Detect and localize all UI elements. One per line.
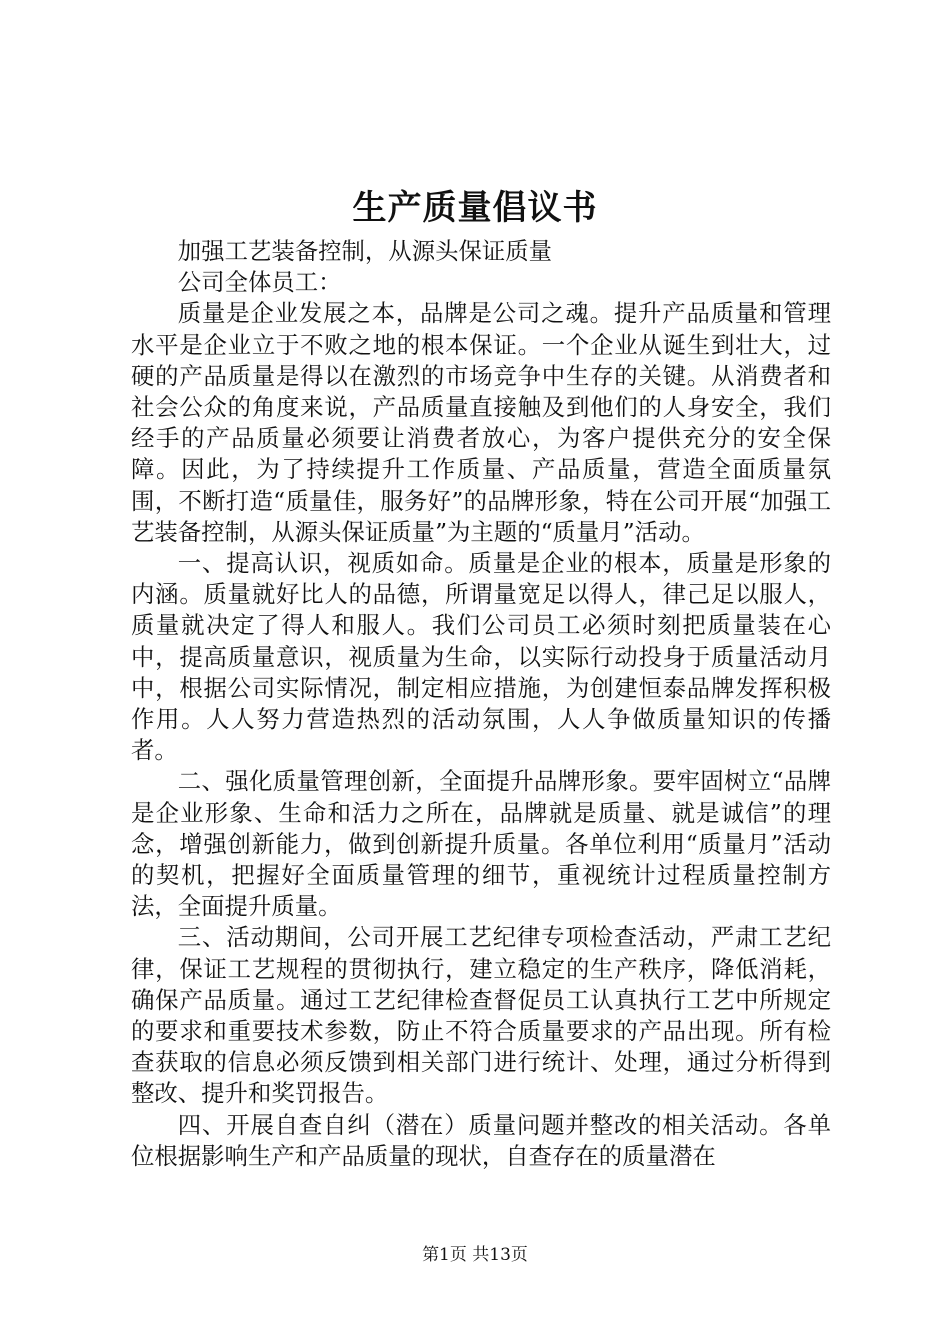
body-paragraph: 一、提高认识，视质如命。质量是企业的根本，质量是形象的内涵。质量就好比人的品德，所谓量宽足以得人，律己足以服人，质量就决定了得人和服人。我们公司员工必须时刻把质量装在心中，提高质量意识，视质量为生命，以实际行动投身于质量活动月中，根据公司实际情况，制定相应措施，为创建恒泰品牌发挥积极作用。人人努力营造热烈的活动氛围，人人争做质量知识的传播者。 — [131, 549, 831, 765]
body-paragraph: 质量是企业发展之本，品牌是公司之魂。提升产品质量和管理水平是企业立于不败之地的根本保证。一个企业从诞生到壮大，过硬的产品质量是得以在激烈的市场竞争中生存的关键。从消费者和社会公众的角度来说，产品质量直接触及到他们的人身安全，我们经手的产品质量必须要让消费者放心，为客户提供充分的安全保障。因此，为了持续提升工作质量、产品质量，营造全面质量氛围，不断打造“质量佳，服务好”的品牌形象，特在公司开展“加强工艺装备控制，从源头保证质量”为主题的“质量月”活动。 — [131, 299, 831, 546]
subtitle-paragraph: 加强工艺装备控制，从源头保证质量 — [177, 237, 553, 265]
body-paragraph: 三、活动期间，公司开展工艺纪律专项检查活动，严肃工艺纪律，保证工艺规程的贯彻执行，建立稳定的生产秩序，降低消耗，确保产品质量。通过工艺纪律检查督促员工认真执行工艺中所规定的要求和重要技术参数，防止不符合质量要求的产品出现。所有检查获取的信息必须反馈到相关部门进行统计、处理，通过分析得到整改、提升和奖罚报告。 — [131, 923, 831, 1108]
body-paragraph: 二、强化质量管理创新，全面提升品牌形象。要牢固树立“品牌是企业形象、生命和活力之所在，品牌就是质量、就是诚信”的理念，增强创新能力，做到创新提升质量。各单位利用“质量月”活动的契机，把握好全面质量管理的细节，重视统计过程质量控制方法，全面提升质量。 — [131, 767, 831, 921]
document-title: 生产质量倡议书 — [352, 188, 598, 228]
page-footer: 第1页 共13页 — [422, 1245, 528, 1265]
salutation-paragraph: 公司全体员工： — [177, 268, 342, 297]
document-body — [131, 236, 831, 1172]
body-paragraph: 四、开展自查自纠（潜在）质量问题并整改的相关活动。各单位根据影响生产和产品质量的现状，自查存在的质量潜在 — [131, 1110, 831, 1170]
